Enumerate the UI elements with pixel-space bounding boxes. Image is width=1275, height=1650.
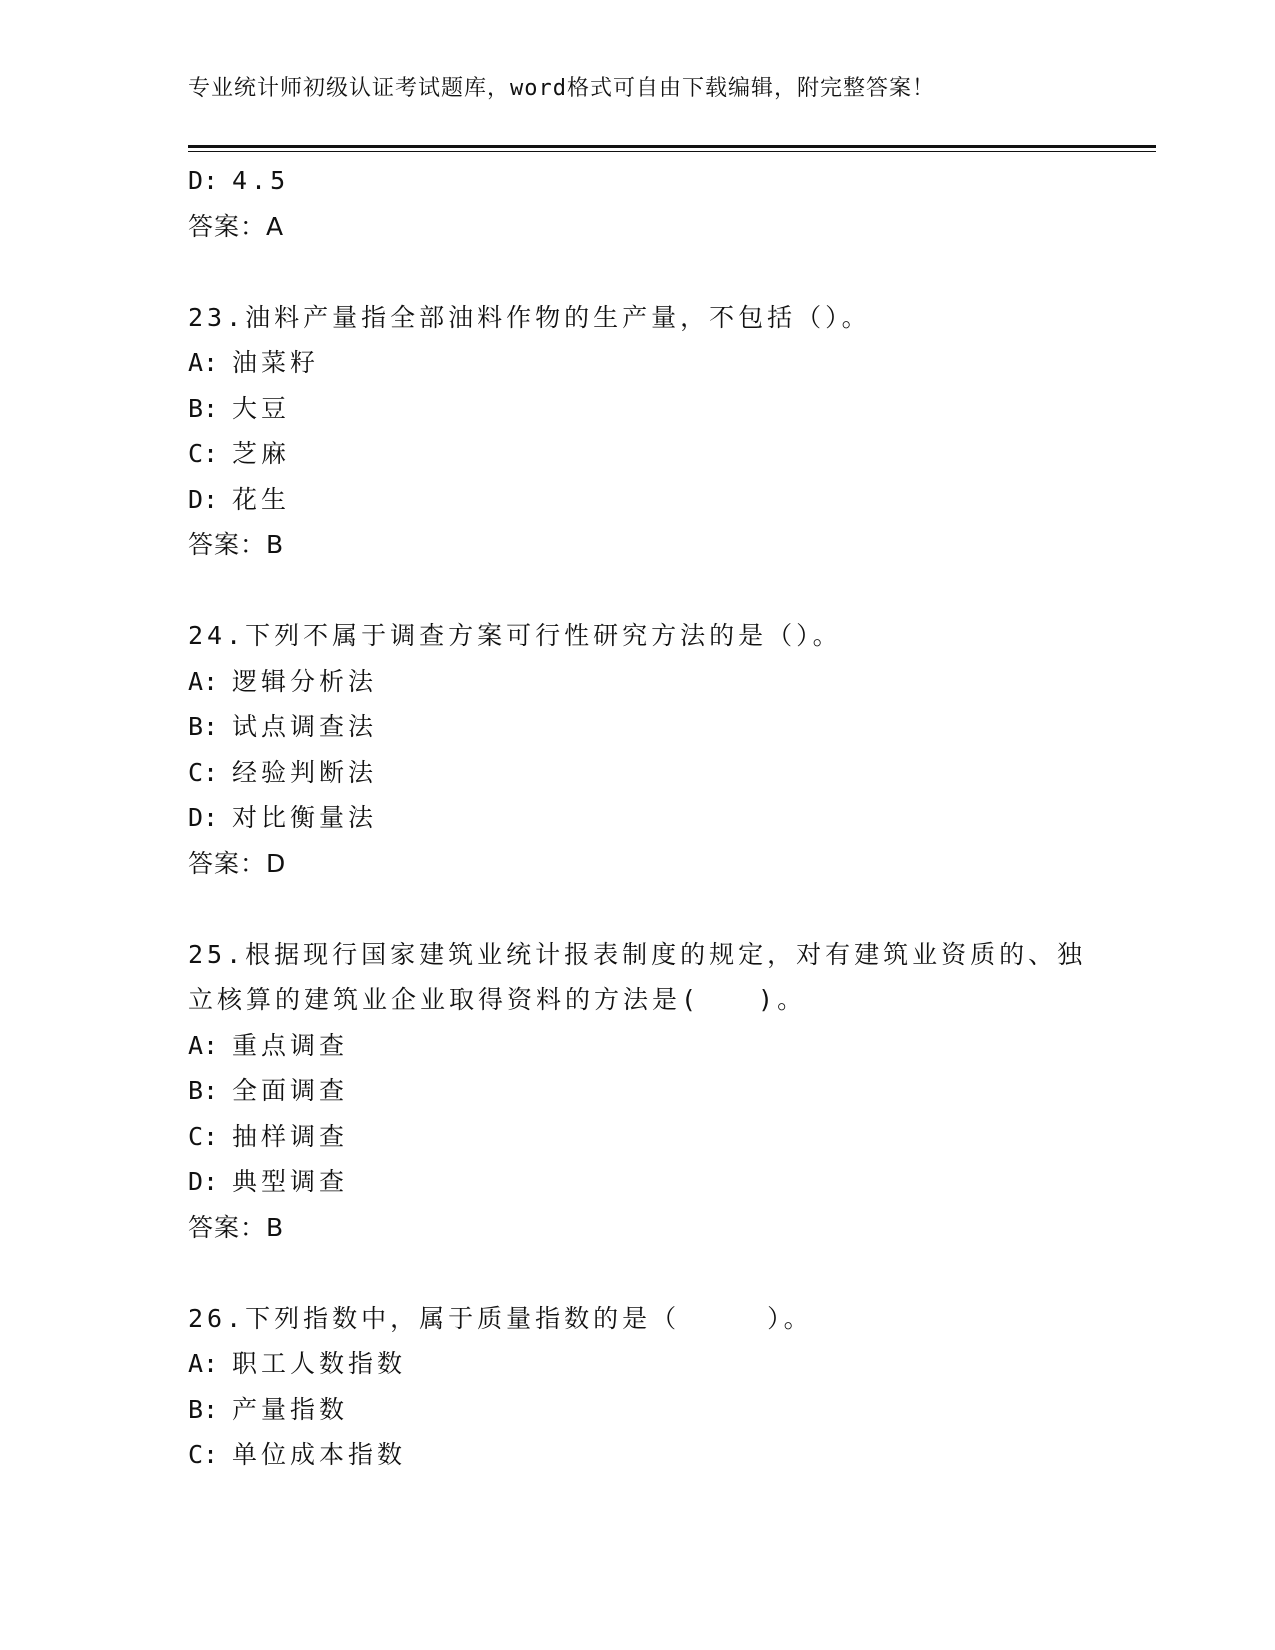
question-stem-line2: 立核算的建筑业企业取得资料的方法是( )。 bbox=[188, 985, 807, 1014]
option-text: 重点调查 bbox=[232, 1030, 349, 1060]
option-row bbox=[188, 1387, 1088, 1433]
option-key: A: bbox=[188, 1349, 219, 1378]
question-stem-line1: 25.根据现行国家建筑业统计报表制度的规定，对有建筑业资质的、独 bbox=[188, 939, 1087, 969]
option-text: 产量指数 bbox=[232, 1394, 349, 1424]
option-key: A: bbox=[188, 1030, 219, 1060]
option-text: 大豆 bbox=[232, 393, 291, 423]
option-key: A: bbox=[188, 348, 219, 377]
spacer bbox=[188, 568, 1088, 614]
option-text: 花生 bbox=[232, 484, 291, 514]
option-key: C: bbox=[188, 439, 219, 468]
option-text: 单位成本指数 bbox=[232, 1440, 407, 1469]
option-row bbox=[188, 795, 1088, 841]
option-key: D: bbox=[188, 1167, 219, 1196]
page-header: 专业统计师初级认证考试题库，word格式可自由下载编辑，附完整答案！ bbox=[188, 76, 935, 101]
option-text: 油菜籽 bbox=[232, 348, 320, 377]
option-key: B: bbox=[188, 712, 219, 741]
option-row bbox=[188, 659, 1088, 705]
question-content bbox=[188, 158, 1088, 1478]
option-key: B: bbox=[188, 393, 219, 423]
option-text: 抽样调查 bbox=[232, 1121, 349, 1151]
option-row bbox=[188, 1432, 1088, 1478]
option-key: D: bbox=[188, 484, 219, 514]
option-text: 试点调查法 bbox=[232, 712, 378, 741]
answer-line: 答案：D bbox=[188, 848, 287, 878]
option-key: D: bbox=[188, 803, 219, 832]
spacer bbox=[188, 886, 1088, 932]
option-text: 4.5 bbox=[232, 166, 290, 195]
question-stem: 26.下列指数中，属于质量指数的是（ ）。 bbox=[188, 1303, 813, 1333]
option-row bbox=[188, 477, 1088, 523]
option-text: 职工人数指数 bbox=[232, 1349, 407, 1378]
answer-line: 答案：B bbox=[188, 530, 285, 559]
option-row bbox=[188, 1068, 1088, 1114]
option-row bbox=[188, 1023, 1088, 1069]
option-text: 逻辑分析法 bbox=[232, 666, 378, 696]
option-key: C: bbox=[188, 1121, 219, 1151]
option-text: 全面调查 bbox=[232, 1076, 349, 1105]
answer-line: 答案：A bbox=[188, 211, 285, 241]
answer-line: 答案：B bbox=[188, 1212, 285, 1242]
option-row bbox=[188, 1341, 1088, 1387]
option-text: 典型调查 bbox=[232, 1167, 349, 1196]
spacer bbox=[188, 1250, 1088, 1296]
option-key: C: bbox=[188, 1440, 219, 1469]
option-row bbox=[188, 704, 1088, 750]
header-rule-thin bbox=[188, 151, 1156, 152]
option-row bbox=[188, 340, 1088, 386]
option-row bbox=[188, 158, 1088, 204]
spacer bbox=[188, 249, 1088, 295]
option-row bbox=[188, 386, 1088, 432]
header-rule-thick bbox=[188, 145, 1156, 148]
question-stem: 23.油料产量指全部油料作物的生产量，不包括（）。 bbox=[188, 302, 871, 332]
option-key: A: bbox=[188, 666, 219, 696]
option-key: B: bbox=[188, 1076, 219, 1105]
option-text: 对比衡量法 bbox=[232, 803, 378, 832]
question-stem: 24.下列不属于调查方案可行性研究方法的是（）。 bbox=[188, 621, 842, 650]
option-row bbox=[188, 750, 1088, 796]
option-key: D: bbox=[188, 166, 219, 195]
option-text: 芝麻 bbox=[232, 439, 291, 468]
option-row bbox=[188, 431, 1088, 477]
option-row bbox=[188, 1159, 1088, 1205]
option-text: 经验判断法 bbox=[232, 757, 378, 787]
option-key: C: bbox=[188, 757, 219, 787]
option-key: B: bbox=[188, 1394, 219, 1424]
option-row bbox=[188, 1114, 1088, 1160]
